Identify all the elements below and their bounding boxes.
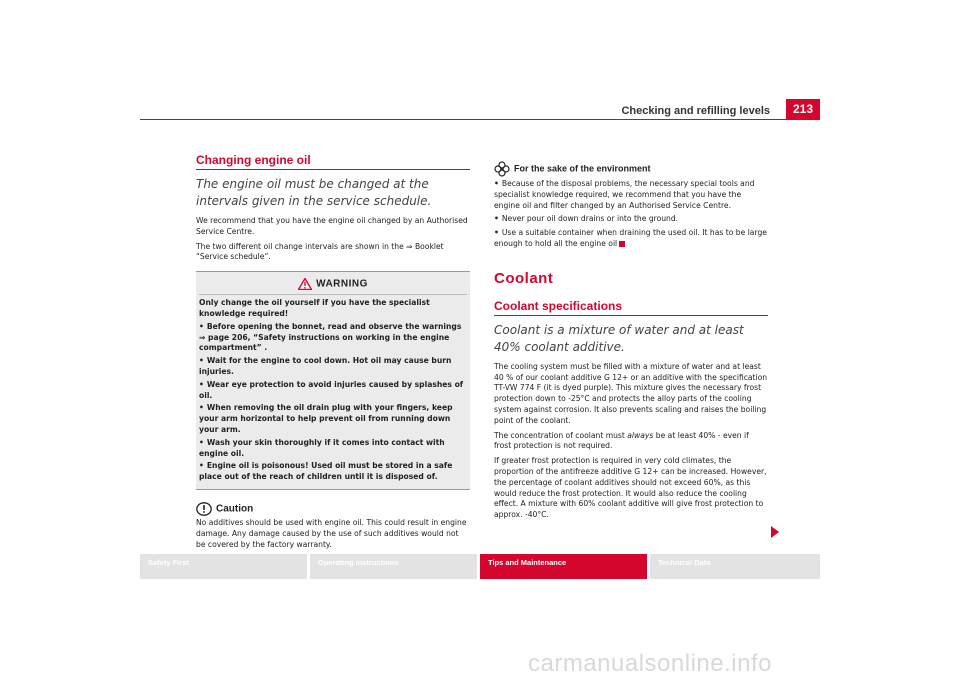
next-page-arrow-icon[interactable] [770,526,780,538]
paragraph: The cooling system must be filled with a mixture of water and at least 40 % of our coolant additive G 12+ or an additive with the specification TT-VW 774 F (it is dyed purple). This mixture gives the necessary frost protection down to -25°C and protects the alloy parts of the cooling system against corrosion. It also prevents scaling and raises the boiling point of the coolant. [494,361,768,425]
warning-item: • Engine oil is poisonous! Used oil must be stored in a safe place out of the reach of children until it is disposed of. [199,461,453,482]
paragraph: If greater frost protection is required in very cold climates, the proportion of the antifreeze additive G 12+ can be increased. However, the percentage of coolant additives should not exceed 60%, as this would reduce the frost protection. It would also reduce the cooling effect. A mixture with 60% coolant additive will give frost protection to approx. -40°C. [494,456,767,520]
header-rule [140,119,820,120]
paragraph: The two different oil change intervals are shown in the ⇒ Booklet “Service schedule”. [196,241,444,262]
footer-tab-safety-first[interactable]: Safety First [140,554,307,579]
chapter-heading-coolant: Coolant [494,269,554,287]
section-end-marker [619,241,625,247]
footer-tab-operating-instructions[interactable]: Operating instructions [310,554,477,579]
environment-header [494,161,768,177]
page-number: 213 [786,99,820,119]
environment-title: For the sake of the environment [514,163,651,174]
warning-item: • When removing the oil drain plug with your fingers, keep your arm horizontal to help prevent oil from running down your arm. [199,403,453,434]
warning-title: WARNING [316,278,368,290]
caution-title: Caution [216,503,254,515]
caution-header [196,502,470,516]
warning-item: • Wait for the engine to cool down. Hot oil may cause burn injuries. [199,356,452,376]
warning-item: • Wear eye protection to avoid injuries caused by splashes of oil. [199,379,464,400]
section-intro: Coolant is a mixture of water and at least 40% coolant additive. [494,322,744,354]
caution-icon [196,502,212,516]
running-header-title: Checking and refilling levels [621,105,770,117]
environment-item: • Because of the disposal problems, the necessary special tools and specialist knowledge required, we recommend that you have the engine oil and filter changed by an Authorised Service Centre. [494,179,755,210]
warning-box [196,271,470,490]
warning-item: • Wash your skin thoroughly if it comes into contact with engine oil. [199,437,445,458]
environment-flower-icon [494,161,510,177]
footer-tab-technical-data[interactable]: Technical Data [650,554,820,579]
paragraph: The concentration of coolant must always be at least 40% - even if frost protection is not required. [494,430,749,451]
environment-item: • Use a suitable container when draining the used oil. It has to be large enough to hold all the engine oil [494,228,767,248]
footer-tab-tips-and-maintenance[interactable]: Tips and Maintenance [480,554,647,579]
warning-lead: Only change the oil yourself if you have the specialist knowledge required! [199,298,430,318]
warning-item: • Before opening the bonnet, read and observe the warnings ⇒ page 206, “Safety instructions on working in the engine compartment” . [199,321,462,353]
warning-triangle-icon [298,278,312,290]
watermark: carmanualsonline.info [528,650,772,677]
section-heading-engine-oil: Changing engine oil [196,153,470,170]
left-column [196,153,470,554]
section-heading-coolant-specs: Coolant specifications [494,299,768,316]
section-intro: The engine oil must be changed at the intervals given in the service schedule. [196,177,432,208]
caution-text: No additives should be used with engine oil. This could result in engine damage. Any damage caused by the use of such additives would not be covered by the factory warranty. [196,517,467,549]
right-column [494,161,768,525]
paragraph: We recommend that you have the engine oil changed by an Authorised Service Centre. [196,216,468,236]
environment-item: • Never pour oil down drains or into the ground. [494,214,679,224]
warning-header [199,275,467,295]
